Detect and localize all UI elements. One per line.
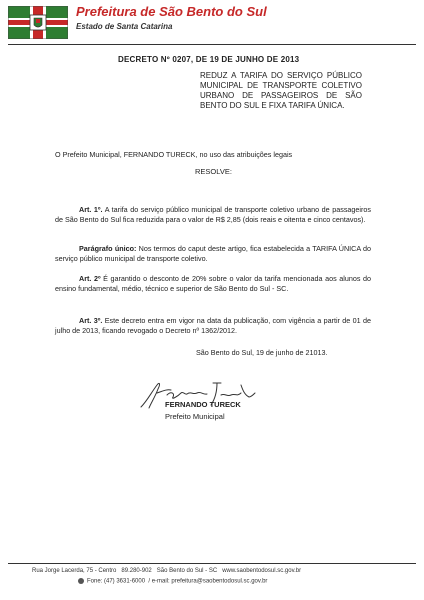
- article-2-text: É garantido o desconto de 20% sobre o valor da tarifa mencionada aos alunos do ensino fundamental, médio, técnico e superior de São Bento do Sul - SC.: [55, 274, 371, 293]
- page-subtitle: Estado de Santa Catarina: [76, 22, 173, 31]
- intro-paragraph: [55, 150, 385, 160]
- footer-address-line: [32, 568, 301, 574]
- article-2: [55, 274, 371, 294]
- article-1-label: Art. 1º.: [79, 205, 103, 214]
- intro-text: O Prefeito Municipal, FERNANDO TURECK, no uso das atribuições legais: [55, 150, 293, 159]
- decree-title: DECRETO Nº 0207, DE 19 DE JUNHO DE 2013: [118, 55, 300, 64]
- decree-ementa: REDUZ A TARIFA DO SERVIÇO PÚBLICO MUNICIPAL DE TRANSPORTE COLETIVO URBANO DE PASSAGEIROS DE SÃO BENTO DO SUL E FIXA TARIFA ÚNICA.: [200, 71, 362, 110]
- article-3-text: Este decreto entra em vigor na data da publicação, com vigência a partir de 01 de julho de 2013, ficando revogado o Decreto nº 1362/2012.: [55, 316, 371, 335]
- article-3: [55, 316, 371, 336]
- header-divider: [8, 44, 416, 45]
- signatory-name: FERNANDO TURECK: [165, 400, 241, 409]
- article-2-label: Art. 2º: [79, 274, 101, 283]
- paragrafo-label: Parágrafo único:: [79, 244, 137, 253]
- footer-contact-line: [78, 578, 267, 585]
- article-3-label: Art. 3º.: [79, 316, 103, 325]
- footer-divider: [8, 563, 416, 564]
- footer-email[interactable]: / e-mail: prefeitura@saobentodosul.sc.gov.br: [148, 578, 268, 585]
- article-1: [55, 205, 371, 225]
- footer-address: Rua Jorge Lacerda, 75 - Centro: [32, 568, 117, 574]
- signatory-role: Prefeito Municipal: [165, 412, 225, 421]
- footer-website[interactable]: www.saobentodosul.sc.gov.br: [222, 568, 302, 574]
- resolve-label: RESOLVE:: [195, 167, 232, 176]
- phone-icon: [78, 578, 84, 584]
- footer-cep: 89.280-902: [121, 568, 152, 574]
- page-title: Prefeitura de São Bento do Sul: [76, 4, 267, 19]
- article-1-text: A tarifa do serviço público municipal de transporte coletivo urbano de passageiros de São Bento do Sul fica reduzida para o valor de R$ 2,85 (dois reais e oitenta e cinco centavos).: [55, 205, 371, 224]
- paragrafo-text: Nos termos do caput deste artigo, fica estabelecida a TARIFA ÚNICA do serviço público municipal de transporte coletivo.: [55, 244, 371, 263]
- footer-city: São Bento do Sul - SC: [156, 568, 218, 574]
- date-line: São Bento do Sul, 19 de junho de 21013.: [196, 348, 328, 357]
- footer-phone: Fone: (47) 3631-6000: [87, 578, 146, 585]
- municipal-flag-icon: [8, 6, 68, 39]
- paragrafo-unico: [55, 244, 371, 264]
